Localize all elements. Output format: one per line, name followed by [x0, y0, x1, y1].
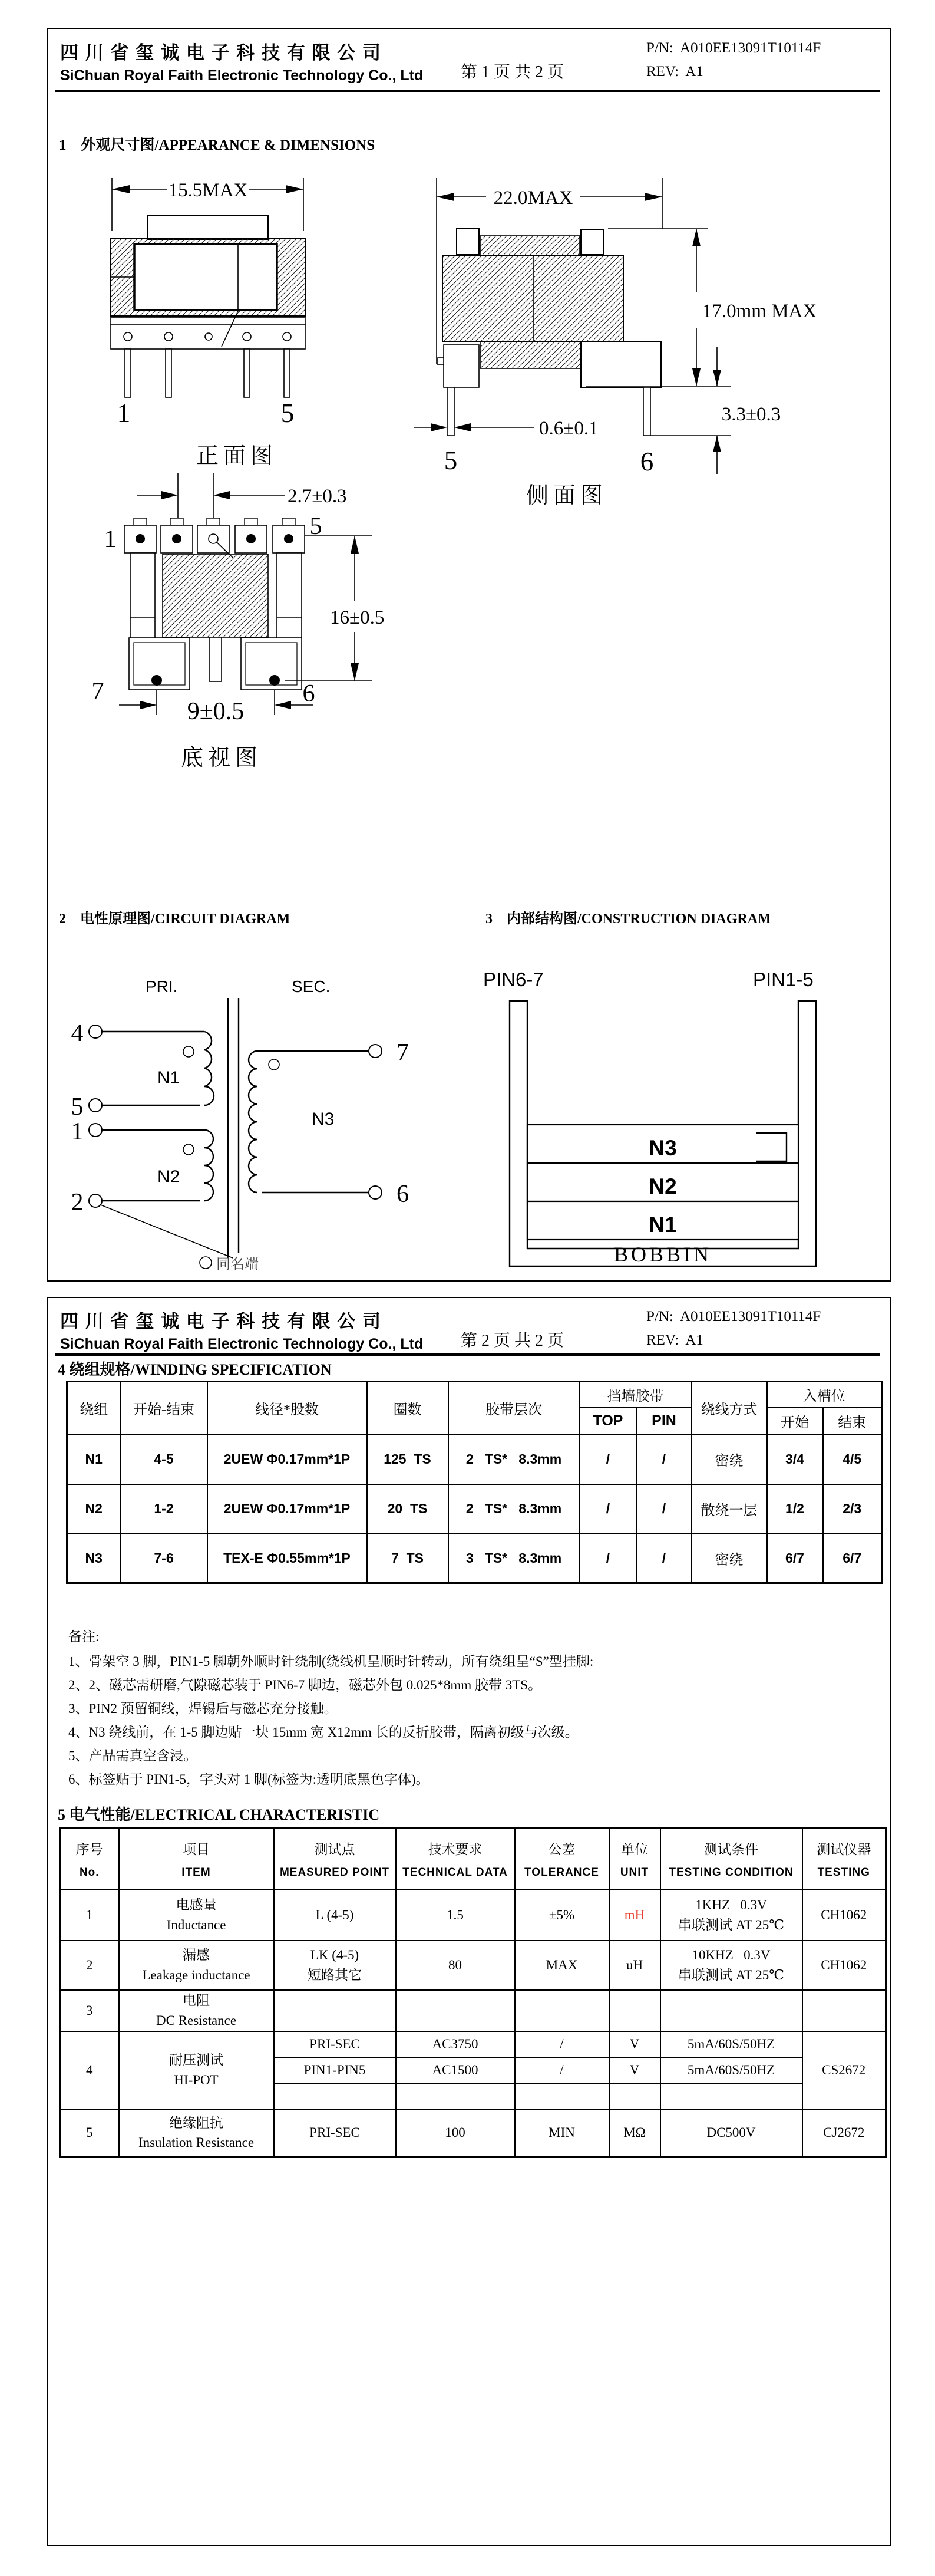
cell: PIN1-PIN5	[274, 2057, 396, 2083]
cell: 125 TS	[367, 1435, 448, 1484]
construction-diagram	[477, 930, 884, 1277]
col-header-slot-end: 结束	[823, 1408, 882, 1435]
cell	[396, 2083, 515, 2109]
part-number	[646, 40, 821, 57]
front-pin-left-label: 1	[117, 398, 131, 428]
cell: 3 TS* 8.3mm	[448, 1534, 580, 1583]
core-lines	[228, 998, 239, 1258]
cell: ±5%	[515, 1890, 609, 1941]
cell	[515, 2083, 609, 2109]
page-2	[47, 1297, 891, 2546]
rev-label: REV:	[646, 1332, 679, 1348]
cell: N1	[67, 1435, 121, 1484]
col-header-top: TOP	[580, 1408, 637, 1435]
front-pin-right-label: 5	[280, 398, 295, 428]
cell: MΩ	[609, 2109, 660, 2157]
cell: /	[580, 1435, 637, 1484]
cell: 2/3	[823, 1484, 882, 1534]
section1-title: 1 外观尺寸图/APPEARANCE & DIMENSIONS	[59, 137, 375, 153]
cell: 7 TS	[367, 1534, 448, 1583]
table-row	[67, 1435, 882, 1484]
bottom-pin7-label: 7	[91, 678, 104, 705]
cell: MAX	[515, 1941, 609, 1990]
cell: 2UEW Φ0.17mm*1P	[207, 1484, 367, 1534]
company-name-en: SiChuan Royal Faith Electronic Technology Co., Ltd	[60, 1336, 424, 1352]
cell: CJ2672	[802, 2109, 886, 2157]
col-header: 测试仪器 TESTING	[802, 1829, 886, 1890]
electrical-table	[59, 1827, 887, 2158]
side-dim-width-label: 22.0MAX	[493, 187, 573, 209]
bottom-dim-span-label: 9±0.5	[187, 698, 245, 725]
circuit-pin4: 4	[71, 1020, 84, 1047]
col-header-slot-start: 开始	[767, 1408, 823, 1435]
cell: 1.5	[396, 1890, 515, 1941]
cell: 1KHZ 0.3V 串联测试 AT 25℃	[660, 1890, 802, 1941]
cell: 10KHZ 0.3V 串联测试 AT 25℃	[660, 1941, 802, 1990]
rev-value: A1	[685, 1332, 703, 1348]
part-number	[646, 1309, 821, 1325]
company-name-en: SiChuan Royal Faith Electronic Technology Co., Ltd	[60, 67, 424, 84]
cell: 80	[396, 1941, 515, 1990]
cell: /	[637, 1484, 692, 1534]
bottom-view-drawing	[78, 465, 408, 795]
cell: 2UEW Φ0.17mm*1P	[207, 1435, 367, 1484]
table-row	[60, 1890, 886, 1941]
cell: 4-5	[121, 1435, 207, 1484]
bottom-pin6-label: 6	[302, 680, 315, 707]
cell: TEX-E Φ0.55mm*1P	[207, 1534, 367, 1583]
side-body	[438, 229, 661, 436]
cell	[802, 1990, 886, 2031]
bottom-pin1-label: 1	[104, 526, 117, 553]
table-row	[60, 2109, 886, 2157]
cell: 100	[396, 2109, 515, 2157]
table-row	[67, 1534, 882, 1583]
table-row	[67, 1484, 882, 1534]
col-header: 单位 UNIT	[609, 1829, 660, 1890]
section4-title: 4 绕组规格/WINDING SPECIFICATION	[58, 1361, 332, 1378]
cell: 4/5	[823, 1435, 882, 1484]
cell: AC3750	[396, 2031, 515, 2057]
side-pin-left-label: 5	[444, 446, 458, 475]
cell	[660, 1990, 802, 2031]
col-header-barrier: 挡墙胶带	[580, 1382, 692, 1408]
company-name-cn: 四 川 省 玺 诚 电 子 科 技 有 限 公 司	[60, 1311, 382, 1332]
cell: L (4-5)	[274, 1890, 396, 1941]
notes-title: 备注:	[68, 1629, 100, 1644]
header-divider	[55, 1353, 880, 1356]
bottom-body	[124, 518, 305, 690]
cell: V	[609, 2031, 660, 2057]
cell	[274, 2083, 396, 2109]
table-row	[60, 1941, 886, 1990]
table-row	[60, 2031, 886, 2057]
side-dim-height-label: 17.0mm MAX	[702, 301, 817, 322]
cell: 散绕一层	[692, 1484, 767, 1534]
page-1	[47, 28, 891, 1282]
primary-winding-n1	[89, 1025, 214, 1112]
cell: LK (4-5) 短路其它	[274, 1941, 396, 1990]
note-item: 6、标签贴于 PIN1-5，字头对 1 脚(标签为:透明底黑色字体)。	[68, 1772, 429, 1787]
cell: N3	[67, 1534, 121, 1583]
revision	[646, 1332, 703, 1349]
cell: /	[637, 1534, 692, 1583]
cell	[609, 2083, 660, 2109]
cell: 2 TS* 8.3mm	[448, 1435, 580, 1484]
company-name-cn: 四 川 省 玺 诚 电 子 科 技 有 限 公 司	[60, 42, 382, 63]
cell: 密绕	[692, 1435, 767, 1484]
cell: CS2672	[802, 2031, 886, 2109]
cell: CH1062	[802, 1890, 886, 1941]
sec-label: SEC.	[292, 977, 331, 996]
cell: 5	[60, 2109, 119, 2157]
cell: V	[609, 2057, 660, 2083]
col-header: 测试点 MEASURED POINT	[274, 1829, 396, 1890]
cell: 7-6	[121, 1534, 207, 1583]
cell: 5mA/60S/50HZ	[660, 2057, 802, 2083]
front-body	[111, 216, 305, 397]
front-view-caption: 正面图	[196, 444, 278, 469]
pn-label: P/N:	[646, 1309, 673, 1325]
circuit-pin7: 7	[397, 1039, 409, 1066]
revision	[646, 64, 703, 80]
cell	[515, 1990, 609, 2031]
note-item: 1、骨架空 3 脚，PIN1-5 脚朝外顺时针绕制(绕线机呈顺时针转动，所有绕组呈“S”型挂脚:	[68, 1654, 594, 1669]
cell: 6/7	[823, 1534, 882, 1583]
page-number: 第 2 页 共 2 页	[461, 1332, 564, 1350]
cell: 3	[60, 1990, 119, 2031]
bottom-dim-body-label: 16±0.5	[330, 607, 385, 628]
col-header: 技术要求 TECHNICAL DATA	[396, 1829, 515, 1890]
side-view-drawing	[387, 170, 835, 512]
dot-convention-note	[200, 1256, 259, 1272]
cell: 电阻 DC Resistance	[119, 1990, 274, 2031]
cell: CH1062	[802, 1941, 886, 1990]
side-dim-pin-width-label: 0.6±0.1	[539, 418, 599, 439]
construction-right-label: PIN1-5	[753, 969, 814, 990]
core-ground-line	[101, 1205, 233, 1258]
cell	[609, 1990, 660, 2031]
cell: 电感量 Inductance	[119, 1890, 274, 1941]
construction-left-label: PIN6-7	[483, 969, 544, 990]
note-item: 2、2、磁芯需研磨,气隙磁芯装于 PIN6-7 脚边，磁芯外包 0.025*8mm 胶带 3TS。	[68, 1678, 542, 1692]
front-view-drawing	[90, 170, 384, 476]
col-header-turns: 圈数	[367, 1382, 448, 1435]
cell: AC1500	[396, 2057, 515, 2083]
cell: /	[580, 1484, 637, 1534]
cell: 耐压测试 HI-POT	[119, 2031, 274, 2109]
col-header: 序号 No.	[60, 1829, 119, 1890]
col-header: 公差 TOLERANCE	[515, 1829, 609, 1890]
cell	[660, 2083, 802, 2109]
section5-title: 5 电气性能/ELECTRICAL CHARACTERISTIC	[58, 1806, 380, 1823]
col-header: 测试条件 TESTING CONDITION	[660, 1829, 802, 1890]
section2-title: 2 电性原理图/CIRCUIT DIAGRAM	[59, 911, 290, 927]
table-row	[67, 1382, 882, 1408]
pn-value: A010EE13091T10114F	[679, 40, 821, 56]
table-row	[60, 1829, 886, 1890]
bottom-dim-span	[119, 690, 313, 725]
cell: 漏感 Leakage inductance	[119, 1941, 274, 1990]
col-header-start-end: 开始-结束	[121, 1382, 207, 1435]
circuit-n2-label: N2	[157, 1167, 180, 1187]
note-item: 4、N3 绕线前，在 1-5 脚边贴一块 15mm 宽 X12mm 长的反折胶带，隔离初级与次级。	[68, 1725, 579, 1740]
col-header: 项目 ITEM	[119, 1829, 274, 1890]
side-dim-pin-width	[414, 418, 599, 439]
winding-table	[66, 1381, 883, 1584]
cell: 2	[60, 1941, 119, 1990]
cell	[396, 1990, 515, 2031]
circuit-pin1: 1	[71, 1118, 84, 1145]
cell: 3/4	[767, 1435, 823, 1484]
circuit-pin2: 2	[71, 1189, 84, 1216]
col-header-tape: 胶带层次	[448, 1382, 580, 1435]
side-pin-right-label: 6	[640, 447, 654, 476]
cell	[274, 1990, 396, 2031]
note-item: 5、产品需真空含浸。	[68, 1748, 197, 1763]
cell: 1-2	[121, 1484, 207, 1534]
cell: 6/7	[767, 1534, 823, 1583]
cell: N2	[67, 1484, 121, 1534]
side-dim-pin-length-label: 3.3±0.3	[721, 404, 781, 425]
circuit-n3-label: N3	[312, 1109, 335, 1129]
cell: PRI-SEC	[274, 2109, 396, 2157]
pn-label: P/N:	[646, 40, 673, 56]
col-header-winding: 绕组	[67, 1382, 121, 1435]
section3-title: 3 内部结构图/CONSTRUCTION DIAGRAM	[485, 911, 771, 927]
cell: PRI-SEC	[274, 2031, 396, 2057]
bottom-dim-pitch-label: 2.7±0.3	[288, 486, 347, 507]
bottom-pin5-label: 5	[309, 513, 322, 540]
rev-label: REV:	[646, 64, 679, 80]
circuit-diagram	[69, 930, 449, 1277]
cell: 4	[60, 2031, 119, 2109]
col-header-wire: 线径*股数	[207, 1382, 367, 1435]
page-number: 第 1 页 共 2 页	[461, 63, 564, 81]
cell: /	[515, 2031, 609, 2057]
rev-value: A1	[685, 64, 703, 80]
layer-n1-label: N1	[649, 1213, 677, 1237]
table-row	[60, 1990, 886, 2031]
cell: 5mA/60S/50HZ	[660, 2031, 802, 2057]
circuit-n1-label: N1	[157, 1068, 180, 1088]
cell: DC500V	[660, 2109, 802, 2157]
front-dim-width-label: 15.5MAX	[168, 180, 248, 201]
col-header-slot: 入槽位	[767, 1382, 882, 1408]
side-view-caption: 侧面图	[526, 483, 608, 508]
cell: 密绕	[692, 1534, 767, 1583]
header-divider	[55, 90, 880, 92]
pn-value: A010EE13091T10114F	[679, 1309, 821, 1325]
col-header-method: 绕线方式	[692, 1382, 767, 1435]
dot-note-label: 同名端	[216, 1257, 259, 1272]
bobbin-label: BOBBIN	[613, 1243, 712, 1266]
cell: 1	[60, 1890, 119, 1941]
cell: /	[637, 1435, 692, 1484]
note-item: 3、PIN2 预留铜线，焊锡后与磁芯充分接触。	[68, 1701, 338, 1716]
cell: /	[515, 2057, 609, 2083]
primary-winding-n2	[89, 1124, 213, 1207]
cell: 1/2	[767, 1484, 823, 1534]
pri-label: PRI.	[146, 977, 178, 996]
cell: 绝缘阻抗 Insulation Resistance	[119, 2109, 274, 2157]
cell: /	[580, 1534, 637, 1583]
cell: 20 TS	[367, 1484, 448, 1534]
circuit-pin5: 5	[71, 1093, 84, 1121]
cell: uH	[609, 1941, 660, 1990]
bottom-view-caption: 底视图	[180, 746, 263, 770]
circuit-pin6: 6	[397, 1181, 409, 1208]
cell: 2 TS* 8.3mm	[448, 1484, 580, 1534]
cell: MIN	[515, 2109, 609, 2157]
layer-n2-label: N2	[649, 1174, 677, 1198]
layer-n3-label: N3	[649, 1136, 677, 1160]
cell-unit-highlighted: mH	[609, 1890, 660, 1941]
col-header-pin: PIN	[637, 1408, 692, 1435]
